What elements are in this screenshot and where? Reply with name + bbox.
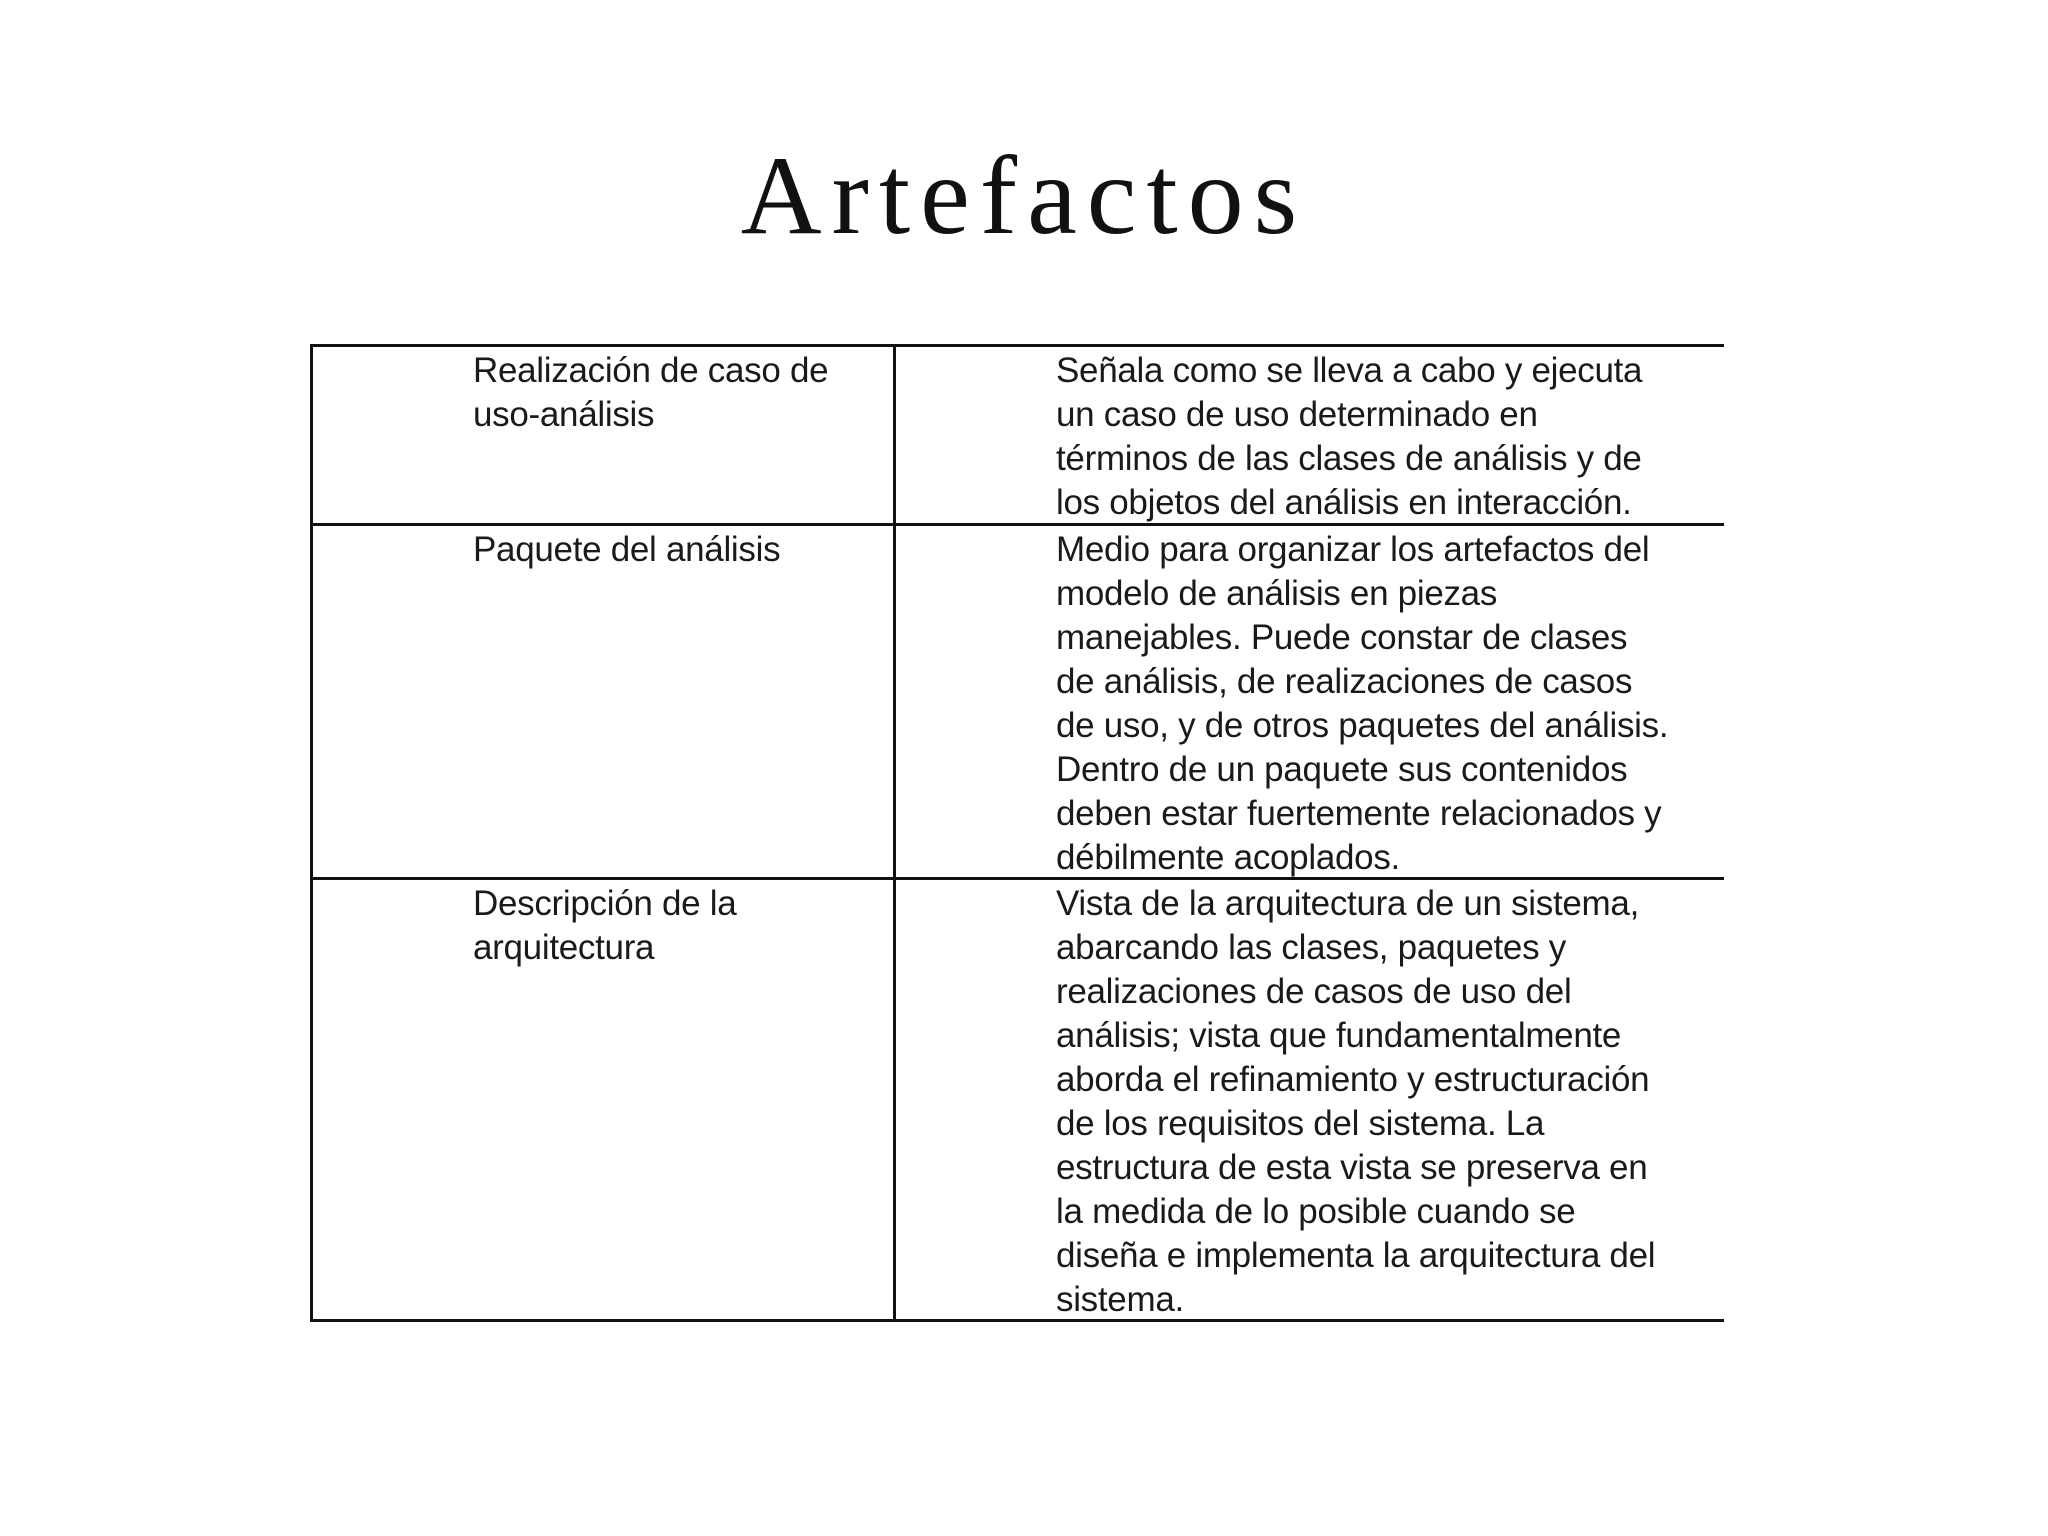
term-text: Descripción de la arquitectura bbox=[473, 884, 737, 967]
description-text: Señala como se lleva a cabo y ejecuta un caso de uso determinado en términos de las clases de análisis y de los objetos del análisis en interacción. bbox=[1056, 351, 1643, 522]
description-text: Medio para organizar los artefactos del modelo de análisis en piezas manejables. Puede constar de clases de análisis, de realizaciones de casos de uso, y de otros paquetes del análisis. Dentro de un paquete sus contenidos deben estar fuertemente relacionados y débilmente acoplados. bbox=[1056, 530, 1669, 877]
description-text: Vista de la arquitectura de un sistema, abarcando las clases, paquetes y realizaciones de casos de uso del análisis; vista que fundamentalmente aborda el refinamiento y estructuración de los requisitos del sistema. La estructura de esta vista se preserva en la medida de lo posible cuando se diseña e implementa la arquitectura del sistema. bbox=[1056, 884, 1656, 1319]
term-cell bbox=[310, 347, 896, 523]
description-cell bbox=[896, 526, 1724, 877]
slide-title: Artefactos bbox=[740, 134, 1308, 258]
term-text: Paquete del análisis bbox=[473, 530, 781, 569]
term-cell bbox=[310, 526, 896, 877]
table-row bbox=[310, 526, 1724, 880]
term-text: Realización de caso de uso-análisis bbox=[473, 351, 829, 434]
artefacts-table bbox=[310, 344, 1724, 1322]
table-row bbox=[310, 344, 1724, 526]
description-cell bbox=[896, 880, 1724, 1319]
description-cell bbox=[896, 347, 1724, 523]
term-cell bbox=[310, 880, 896, 1319]
table-row bbox=[310, 880, 1724, 1322]
